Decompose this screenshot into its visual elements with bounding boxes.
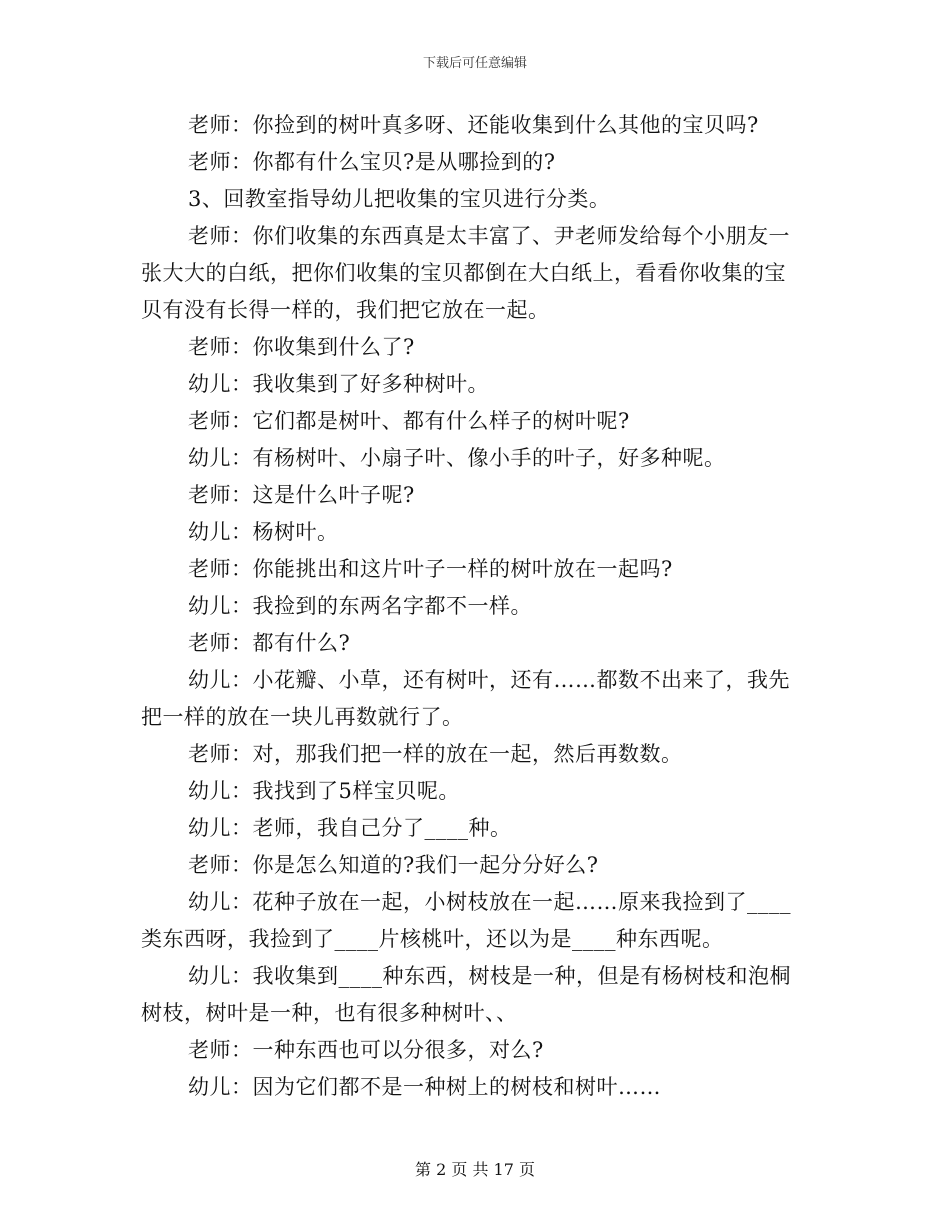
page-header: 下载后可任意编辑 bbox=[422, 56, 527, 71]
paragraph: 老师：这是什么叶子呢? bbox=[188, 483, 415, 507]
paragraph: 老师：你都有什么宝贝?是从哪捡到的? bbox=[188, 150, 556, 174]
paragraph: 幼儿：花种子放在一起，小树枝放在一起……原来我捡到了____类东西呀，我捡到了____片核桃叶，还以为是____种东西呢。 bbox=[141, 890, 791, 951]
page-number: 第 2 页 共 17 页 bbox=[415, 1160, 535, 1179]
paragraph: 老师：你们收集的东西真是太丰富了、尹老师发给每个小朋友一张大大的白纸，把你们收集的宝贝都倒在大白纸上，看看你收集的宝贝有没有长得一样的，我们把它放在一起。 bbox=[141, 224, 790, 322]
paragraph: 老师：你能挑出和这片叶子一样的树叶放在一起吗? bbox=[188, 557, 673, 581]
paragraph: 幼儿：小花瓣、小草，还有树叶，还有……都数不出来了，我先把一样的放在一块儿再数就行了。 bbox=[141, 668, 790, 729]
paragraph: 老师：你是怎么知道的?我们一起分分好么? bbox=[188, 853, 599, 877]
paragraph: 幼儿：我收集到____种东西，树枝是一种，但是有杨树枝和泡桐树枝，树叶是一种，也有很多种树叶、、 bbox=[141, 964, 791, 1025]
paragraph: 老师：对，那我们把一样的放在一起，然后再数数。 bbox=[188, 742, 683, 766]
paragraph: 幼儿：杨树叶。 bbox=[188, 520, 339, 544]
paragraph: 老师：你收集到什么了? bbox=[188, 335, 415, 359]
paragraph: 幼儿：因为它们都不是一种树上的树枝和树叶…… bbox=[188, 1075, 661, 1099]
document-body bbox=[141, 107, 801, 1106]
section-heading: 3、回教室指导幼儿把收集的宝贝进行分类。 bbox=[188, 187, 611, 211]
paragraph: 老师：一种东西也可以分很多，对么? bbox=[188, 1038, 544, 1062]
paragraph: 老师：都有什么? bbox=[188, 631, 351, 655]
paragraph: 幼儿：我捡到的东两名字都不一样。 bbox=[188, 594, 532, 618]
paragraph: 老师：你捡到的树叶真多呀、还能收集到什么其他的宝贝吗? bbox=[188, 113, 759, 137]
paragraph: 幼儿：我找到了5样宝贝呢。 bbox=[188, 779, 460, 803]
paragraph: 幼儿：有杨树叶、小扇子叶、像小手的叶子，好多种呢。 bbox=[188, 446, 726, 470]
paragraph: 老师：它们都是树叶、都有什么样子的树叶呢? bbox=[188, 409, 630, 433]
paragraph: 幼儿：老师，我自己分了____种。 bbox=[188, 816, 512, 840]
paragraph: 幼儿：我收集到了好多种树叶。 bbox=[188, 372, 489, 396]
